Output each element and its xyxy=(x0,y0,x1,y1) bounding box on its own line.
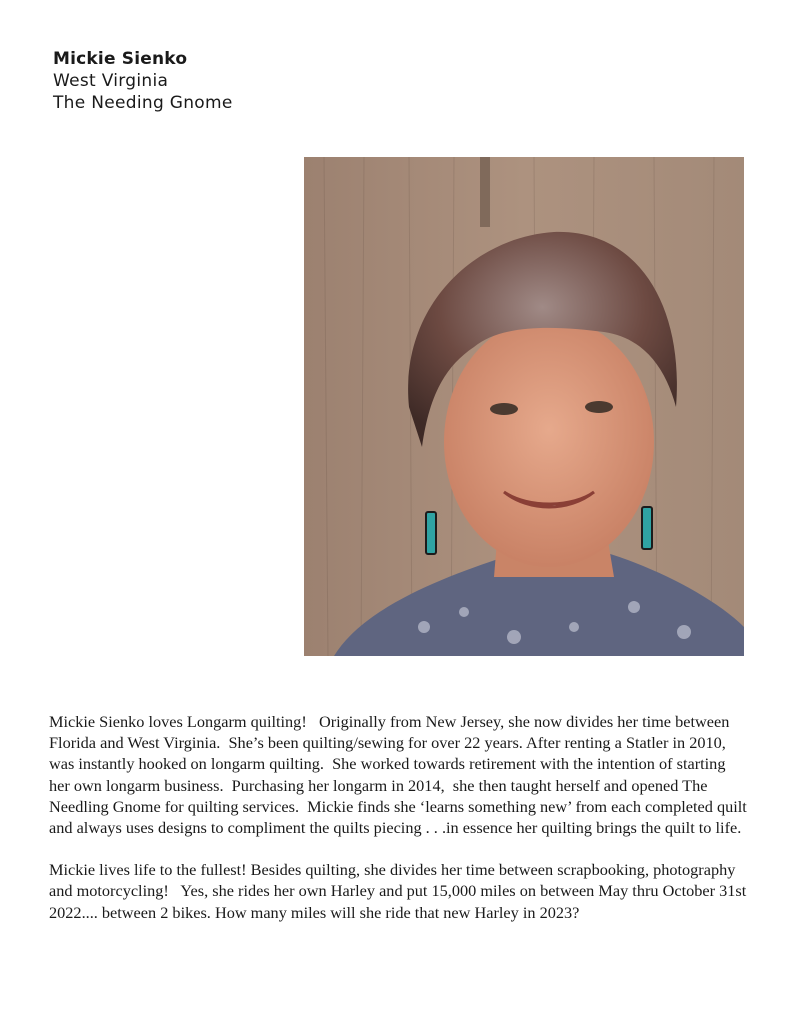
left-earring xyxy=(426,512,436,554)
bio-paragraph-2: Mickie lives life to the fullest! Besides quilting, she divides her time between scrapbooking, photography and motorcycling! Yes, she rides her own Harley and put 15,000 miles on between May thru October 31st 2022.... between 2 bikes. How many miles will she ride that new Harley in 2023? xyxy=(49,860,751,922)
profile-header xyxy=(53,48,233,114)
portrait-photo xyxy=(304,157,744,656)
face xyxy=(444,317,654,567)
bio-paragraph-1: Mickie Sienko loves Longarm quilting! Originally from New Jersey, she now divides her time between Florida and West Virginia. She’s been quilting/sewing for over 22 years. After renting a Statler in 2010, was instantly hooked on longarm quilting. She worked towards retirement with the intention of starting her own longarm business. Purchasing her longarm in 2014, she then taught herself and opened The Needling Gnome for quilting services. Mickie finds she ‘learns something new’ from each completed quilt and always uses designs to compliment the quilts piecing . . .in essence her quilting brings the quilt to life. xyxy=(49,712,751,838)
portrait-illustration xyxy=(304,157,744,656)
wall-seam xyxy=(480,157,490,227)
business-name: The Needing Gnome xyxy=(53,93,233,113)
biography xyxy=(49,711,749,944)
person-name: Mickie Sienko xyxy=(53,49,188,69)
right-earring xyxy=(642,507,652,549)
left-eye xyxy=(490,403,518,415)
person-state: West Virginia xyxy=(53,71,169,91)
right-eye xyxy=(585,401,613,413)
